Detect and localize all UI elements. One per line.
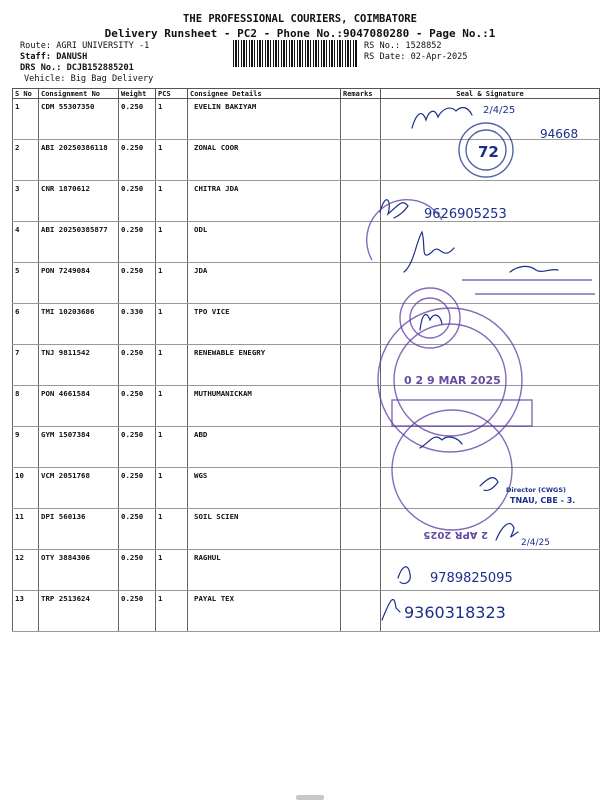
cell-pcs: 1 (156, 386, 188, 427)
cell-sno: 1 (13, 99, 39, 140)
table-row (13, 386, 600, 427)
cell-pcs: 1 (156, 222, 188, 263)
cell-consignment: OTY 3884306 (39, 550, 119, 591)
cell-sno: 10 (13, 468, 39, 509)
cell-weight: 0.250 (119, 345, 156, 386)
cell-seal-signature (381, 345, 600, 386)
cell-consignment: TMI 10203686 (39, 304, 119, 345)
cell-pcs: 1 (156, 140, 188, 181)
cell-seal-signature (381, 263, 600, 304)
runsheet-subtitle: Delivery Runsheet - PC2 - Phone No.:9047080280 - Page No.:1 (104, 27, 496, 40)
rs-number: RS No.: 1528852 (364, 41, 442, 51)
col-remarks: Remarks (341, 89, 381, 99)
cell-remarks (341, 345, 381, 386)
cell-sno: 12 (13, 550, 39, 591)
table-row (13, 468, 600, 509)
cell-pcs: 1 (156, 345, 188, 386)
cell-consignment: VCM 2051768 (39, 468, 119, 509)
cell-seal-signature (381, 99, 600, 140)
table-row (13, 345, 600, 386)
cell-seal-signature (381, 181, 600, 222)
staff-text: Staff: DANUSH (20, 52, 88, 62)
cell-pcs: 1 (156, 591, 188, 632)
drs-text: DRS No.: DCJB152885201 (20, 63, 134, 73)
table-row (13, 591, 600, 632)
cell-sno: 9 (13, 427, 39, 468)
cell-weight: 0.250 (119, 181, 156, 222)
director-stamp-location: TNAU, CBE - 3. (510, 496, 576, 505)
cell-consignment: DPI 560136 (39, 509, 119, 550)
cell-remarks (341, 140, 381, 181)
table-row (13, 304, 600, 345)
cell-remarks (341, 181, 381, 222)
cell-sno: 13 (13, 591, 39, 632)
handwritten-date-row-1: 2/4/25 (483, 105, 516, 116)
route-text: Route: AGRI UNIVERSITY -1 (20, 41, 150, 51)
cell-seal-signature (381, 509, 600, 550)
cell-remarks (341, 99, 381, 140)
cell-pcs: 1 (156, 550, 188, 591)
table-header-row (13, 89, 600, 99)
cell-sno: 4 (13, 222, 39, 263)
cell-consignee: SOIL SCIEN (188, 509, 341, 550)
cell-consignee: MUTHUMANICKAM (188, 386, 341, 427)
cell-sno: 6 (13, 304, 39, 345)
col-seal-signature: Seal & Signature (381, 89, 600, 99)
cell-weight: 0.250 (119, 427, 156, 468)
cell-consignment: TNJ 9811542 (39, 345, 119, 386)
col-weight: Weight (119, 89, 156, 99)
table-row (13, 550, 600, 591)
cell-consignee: EVELIN BAKIYAM (188, 99, 341, 140)
cell-seal-signature (381, 140, 600, 181)
stamp-number-72: 72 (478, 143, 499, 161)
cell-weight: 0.250 (119, 550, 156, 591)
table-row (13, 99, 600, 140)
cell-pcs: 1 (156, 304, 188, 345)
cell-seal-signature (381, 304, 600, 345)
barcode (233, 40, 357, 67)
cell-remarks (341, 550, 381, 591)
table-row (13, 181, 600, 222)
cell-remarks (341, 468, 381, 509)
cell-consignment: PON 7249084 (39, 263, 119, 304)
cell-pcs: 1 (156, 99, 188, 140)
table-row (13, 509, 600, 550)
col-consignee: Consignee Details (188, 89, 341, 99)
cell-consignment: ABI 20250385877 (39, 222, 119, 263)
cell-pcs: 1 (156, 181, 188, 222)
company-title: THE PROFESSIONAL COURIERS, COIMBATORE (183, 13, 417, 25)
cell-sno: 5 (13, 263, 39, 304)
cell-seal-signature (381, 468, 600, 509)
cell-consignee: RAGHUL (188, 550, 341, 591)
cell-consignee: ABD (188, 427, 341, 468)
cell-consignee: ODL (188, 222, 341, 263)
cell-weight: 0.250 (119, 222, 156, 263)
handwritten-phone-row-1: 94668 (540, 127, 579, 141)
page-bottom-mark (296, 795, 324, 800)
col-pcs: PCS (156, 89, 188, 99)
cell-pcs: 1 (156, 509, 188, 550)
cell-seal-signature (381, 222, 600, 263)
cell-weight: 0.250 (119, 509, 156, 550)
cell-remarks (341, 222, 381, 263)
cell-weight: 0.250 (119, 468, 156, 509)
cell-remarks (341, 304, 381, 345)
rs-date: RS Date: 02-Apr-2025 (364, 52, 468, 62)
cell-consignment: GYM 1507384 (39, 427, 119, 468)
cell-consignment: CDM 55307350 (39, 99, 119, 140)
cell-consignee: ZONAL COOR (188, 140, 341, 181)
cell-pcs: 1 (156, 468, 188, 509)
cell-seal-signature (381, 427, 600, 468)
director-stamp-title: Director (CWGS) (506, 486, 567, 494)
cell-consignee: TPO VICE (188, 304, 341, 345)
table-row (13, 263, 600, 304)
cell-weight: 0.250 (119, 591, 156, 632)
cell-remarks (341, 591, 381, 632)
cell-consignee: RENEWABLE ENEGRY (188, 345, 341, 386)
cell-consignee: CHITRA JDA (188, 181, 341, 222)
cell-consignee: WGS (188, 468, 341, 509)
cell-weight: 0.250 (119, 386, 156, 427)
cell-consignment: TRP 2513624 (39, 591, 119, 632)
cell-pcs: 1 (156, 263, 188, 304)
cell-weight: 0.330 (119, 304, 156, 345)
cell-consignment: CNR 1870612 (39, 181, 119, 222)
table-row (13, 427, 600, 468)
cell-seal-signature (381, 550, 600, 591)
table-row (13, 140, 600, 181)
cell-sno: 11 (13, 509, 39, 550)
cell-remarks (341, 427, 381, 468)
cell-sno: 8 (13, 386, 39, 427)
cell-remarks (341, 386, 381, 427)
cell-weight: 0.250 (119, 140, 156, 181)
cell-remarks (341, 509, 381, 550)
received-date-stamp: 0 2 9 MAR 2025 (404, 374, 501, 387)
handwritten-phone-row-12: 9789825095 (430, 571, 513, 586)
cell-consignment: PON 4661584 (39, 386, 119, 427)
cell-weight: 0.250 (119, 263, 156, 304)
cell-consignee: JDA (188, 263, 341, 304)
handwritten-phone-row-3: 9626905253 (424, 207, 507, 222)
runsheet-table-wrap (12, 88, 600, 632)
apr-date-stamp: 2 APR 2025 (423, 529, 488, 540)
cell-sno: 2 (13, 140, 39, 181)
col-sno: S No (13, 89, 39, 99)
runsheet-table (12, 88, 600, 632)
handwritten-date-row-11: 2/4/25 (521, 538, 550, 548)
cell-seal-signature (381, 386, 600, 427)
table-row (13, 222, 600, 263)
handwritten-phone-row-13: 9360318323 (404, 603, 506, 622)
cell-remarks (341, 263, 381, 304)
col-consignment: Consignment No (39, 89, 119, 99)
cell-sno: 7 (13, 345, 39, 386)
cell-sno: 3 (13, 181, 39, 222)
cell-weight: 0.250 (119, 99, 156, 140)
cell-consignee: PAYAL TEX (188, 591, 341, 632)
cell-consignment: ABI 20250386118 (39, 140, 119, 181)
cell-seal-signature (381, 591, 600, 632)
vehicle-text: Vehicle: Big Bag Delivery (24, 74, 154, 84)
cell-pcs: 1 (156, 427, 188, 468)
